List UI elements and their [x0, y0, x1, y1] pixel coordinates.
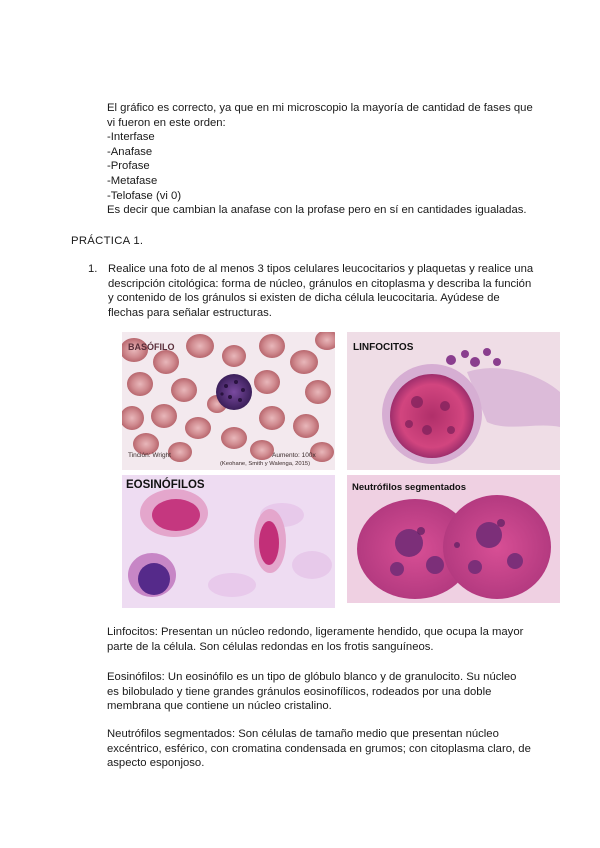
eosinofilos-micrograph [122, 475, 335, 608]
linfocitos-panel [347, 332, 560, 470]
intro-line: Es decir que cambian la anafase con la profase pero en sí en cantidades igualadas. [107, 204, 527, 217]
neutrofilos-description [107, 727, 557, 771]
item-number: 1. [88, 263, 98, 275]
intro-line: vi fueron en este orden: [107, 116, 226, 129]
neutrofilos-label: Neutrófilos segmentados [352, 482, 467, 493]
item-line: flechas para señalar estructuras. [108, 306, 272, 319]
description-line: Eosinófilos: Un eosinófilo es un tipo de glóbulo blanco y de granulocito. Su núcleo [107, 671, 517, 683]
basofilo-label: BASÓFILO [128, 342, 175, 352]
item-line: y contenido de los gránulos si existen de dicha célula leucocitaria. Ayúdese de [108, 292, 500, 305]
intro-line: -Anafase [107, 145, 153, 158]
intro-line: -Profase [107, 160, 150, 173]
basofilo-panel [122, 332, 335, 470]
description-line: parte de la célula. Son células redondas en los frotis sanguíneos. [107, 640, 434, 653]
linfocitos-label: LINFOCITOS [353, 342, 414, 353]
intro-line: El gráfico es correcto, ya que en mi microscopio la mayoría de cantidad de fases que [107, 102, 533, 114]
description-line: es bilobulado y tiene grandes gránulos eosinofílicos, rodeados por una doble [107, 685, 492, 698]
neutrofilos-micrograph [347, 475, 560, 603]
intro-paragraph [107, 101, 547, 218]
leukocyte-figure [122, 332, 560, 608]
description-line: aspecto esponjoso. [107, 757, 205, 770]
description-line: membrana que contiene un núcleo cristalino. [107, 700, 332, 713]
practice-heading: PRÁCTICA 1. [71, 235, 144, 247]
description-line: Linfocitos: Presentan un núcleo redondo, ligeramente hendido, que ocupa la mayor [107, 626, 524, 638]
basofilo-stain: Tinción: Wright [128, 452, 171, 459]
basofilo-micrograph [122, 332, 335, 470]
intro-line: -Interfase [107, 131, 155, 144]
neutrofilos-panel [347, 475, 560, 603]
eosinofilos-label: EOSINÓFILOS [126, 479, 205, 491]
eosinofilos-description [107, 670, 557, 714]
item-text [108, 262, 538, 320]
intro-line: -Telofase (vi 0) [107, 189, 182, 202]
basofilo-zoom: Aumento: 100x [272, 452, 316, 459]
basofilo-credit: (Keohane, Smith y Walenga, 2015) [220, 461, 311, 467]
item-line: Realice una foto de al menos 3 tipos celulares leucocitarios y plaquetas y realice una [108, 263, 534, 275]
description-line: excéntrico, esférico, con cromatina condensada en grumos; con citoplasma claro, de [107, 742, 531, 755]
intro-line: -Metafase [107, 174, 158, 187]
eosinofilos-panel [122, 475, 335, 608]
item-line: descripción citológica: forma de núcleo, gránulos en citoplasma y describa la función [108, 277, 532, 290]
description-line: Neutrófilos segmentados: Son células de tamaño medio que presentan núcleo [107, 728, 499, 740]
linfocitos-description [107, 625, 557, 654]
